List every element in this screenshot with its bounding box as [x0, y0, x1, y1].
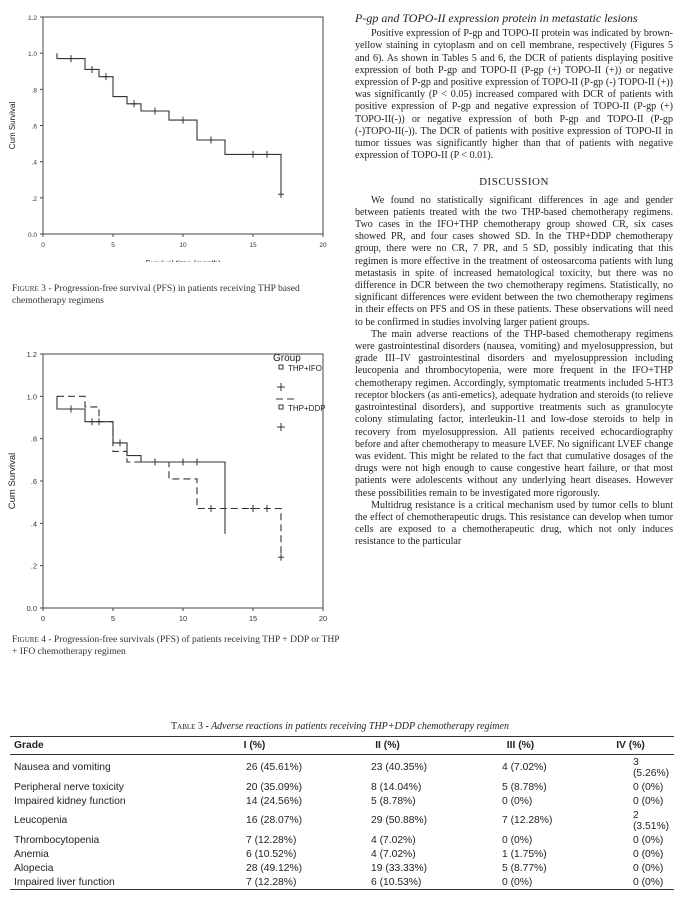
table-cell: 0 (0%) [633, 848, 664, 860]
table-row [10, 755, 674, 781]
table-cell: 16 (28.07%) [246, 815, 303, 826]
figure-4-caption-label: Figure 4 [12, 634, 46, 645]
legend-marker-square [279, 405, 283, 409]
series-line [57, 396, 225, 534]
y-tick-label: .8 [31, 87, 37, 95]
table-cell: 5 (8.77%) [502, 862, 547, 874]
figure-3-caption [12, 283, 342, 307]
censor-mark [264, 151, 270, 158]
row-label: Leucopenia [14, 815, 68, 826]
figure-4-caption-text: - Progression-free survivals (PFS) of patients receiving THP + DDP or THP + IFO chemotherapy regimen [12, 634, 340, 657]
table-cell: 6 (10.52%) [246, 848, 297, 860]
table-row [10, 875, 674, 890]
table-cell: 4 (7.02%) [371, 848, 416, 860]
table-3 [10, 736, 674, 890]
header-grade-1: I (%) [243, 740, 266, 751]
row-label: Thrombocytopenia [14, 834, 100, 846]
row-label: Peripheral nerve toxicity [14, 781, 124, 793]
table-row [10, 794, 674, 808]
y-tick-label: .2 [30, 561, 37, 571]
table-header-row [10, 737, 674, 755]
y-tick-label: 0.0 [26, 604, 37, 613]
table-cell: 0 (0%) [502, 876, 533, 888]
header-grade-2: II (%) [375, 740, 400, 751]
legend-title: Group [273, 353, 301, 364]
paragraph-discussion-2: The main adverse reactions of the THP-based chemotherapy regimens were gastrointestinal disorders (nausea, vomiting) and myelosuppression, but grade III–IV gastrointestinal disorders and myelosuppression including leucopenia and thrombocytopenia, were more frequent in the IFO+THP chemotherapy regimen. Accordingly, symptomatic treatments included 5-HT3 receptor blockers (as anti-emetics), adequate hydration and steroids (to relieve gastrointestinal disorders), and supportive treatments such as granulocyte colony stimulating factor, interleukin-11 and low-dose steroids to help in recovery from myelosuppression. All patients received echocardiography before and after chemotherapy to measure LVEF. No significant LVEF change was evident. This might be related to the fact that cumulative dosages of the drugs were not high enough to cause congestive heart failure, or that most patients were adolescents without any underlying heart diseases. However these possibilities remain to be investigated more rigorously. [355, 328, 673, 499]
y-tick-label: .8 [30, 434, 37, 444]
table-row [10, 808, 674, 833]
row-label: Alopecia [14, 862, 54, 874]
table-3-label: Table 3 [171, 721, 203, 732]
x-tick-label: 15 [248, 614, 258, 623]
table-row [10, 780, 674, 794]
x-tick-label: 10 [179, 242, 187, 249]
table-cell: 28 (49.12%) [246, 862, 303, 874]
table-3-grid [10, 736, 674, 890]
table-3-title [0, 721, 680, 732]
table-cell: 2 (3.51%) [633, 809, 670, 832]
censor-mark [278, 191, 284, 198]
plot-frame [43, 354, 323, 608]
y-tick-label: .4 [31, 159, 37, 167]
y-axis-label: Cum Survival [8, 101, 17, 150]
table-cell: 0 (0%) [502, 834, 533, 846]
legend-item-thp-ddp: THP+DDP [288, 404, 326, 413]
row-label: Anemia [14, 848, 49, 860]
table-row [10, 833, 674, 847]
table-cell: 20 (35.09%) [246, 781, 303, 793]
table-cell: 23 (40.35%) [371, 762, 428, 773]
x-axis-label [145, 259, 221, 262]
y-tick-label: 1.0 [26, 392, 37, 402]
table-cell: 7 (12.28%) [246, 834, 297, 846]
table-cell: 7 (12.28%) [246, 876, 297, 888]
x-tick-label: 0 [40, 614, 46, 623]
x-tick-label: 0 [41, 242, 45, 249]
censor-mark [250, 505, 256, 512]
censor-mark [117, 439, 123, 446]
censor-mark [208, 136, 214, 143]
header-grade: Grade [14, 740, 44, 751]
table-cell: 0 (0%) [633, 834, 664, 846]
y-axis-label: Cum Survival [7, 452, 18, 510]
paragraph-discussion-3: Multidrug resistance is a critical mechanism used by tumor cells to blunt the effect of chemotherapeutic drugs. This resistance can develop when tumor cells are exposed to a chemotherapeutic drug, which not only induces resistance to the particular [355, 499, 673, 548]
censor-mark [152, 108, 158, 115]
x-tick-label: 15 [249, 242, 257, 249]
table-cell: 26 (45.61%) [246, 762, 303, 773]
censor-mark [264, 505, 270, 512]
y-tick-label: 1.2 [27, 15, 37, 22]
plot-frame [43, 17, 323, 234]
table-cell: 4 (7.02%) [371, 834, 416, 846]
censor-mark [208, 505, 214, 512]
row-label: Impaired liver function [14, 876, 115, 888]
series-line [57, 53, 281, 194]
table-cell: 0 (0%) [633, 862, 664, 874]
censor-mark [278, 554, 284, 561]
section-title: P-gp and TOPO-II expression protein in metastatic lesions [355, 11, 638, 25]
table-cell: 0 (0%) [633, 876, 664, 888]
y-tick-label: .2 [31, 195, 37, 203]
table-cell: 14 (24.56%) [246, 795, 303, 807]
legend-item-thp-ifo: THP+IFO [288, 364, 323, 373]
row-label: Nausea and vomiting [14, 762, 111, 773]
censor-mark [250, 151, 256, 158]
figure-3-plot [0, 0, 345, 262]
x-tick-label: 5 [111, 242, 115, 249]
table-body [10, 755, 674, 890]
censor-mark [89, 418, 95, 425]
table-cell: 0 (0%) [633, 781, 664, 793]
figure-4 [0, 340, 345, 630]
table-cell: 5 (8.78%) [502, 781, 547, 793]
x-tick-label: 5 [110, 614, 116, 623]
table-row [10, 861, 674, 875]
legend [273, 353, 326, 431]
row-label: Impaired kidney function [14, 795, 126, 807]
censor-mark [131, 100, 137, 107]
table-3-title-text: - Adverse reactions in patients receiving THP+DDP chemotherapy regimen [202, 721, 509, 732]
right-column [355, 12, 673, 549]
table-cell: 6 (10.53%) [371, 876, 422, 888]
censor-mark [68, 406, 74, 413]
table-row [10, 847, 674, 861]
paragraph-discussion-1: We found no statistically significant differences in age and gender between patients treated with the two THP-based chemotherapy regimens. Two cases in the IFO+THP chemotherapy group showed CR, six cases showed PR, and four cases showed SD. In the THP+DDP chemotherapy group, there were no CR, 7 PR, and 5 SD, possibly indicating that this regimen is more effective in the treatment of osteosarcoma patients with lung metastasis in spite of increased hematological toxicity, but there was no difference in DCR between the two chemotherapy regimens. Statistically, no significant differences were evident between the two chemotherapy regimens in their effects on PFS and OS in these patients. These observations will need to be confirmed in studies involving larger patient groups. [355, 194, 673, 328]
censor-mark [180, 458, 186, 465]
figure-4-caption [12, 634, 347, 658]
figure-4-plot [0, 340, 345, 630]
series-line [57, 396, 281, 557]
header-grade-4: IV (%) [616, 740, 645, 751]
table-cell: 1 (1.75%) [502, 848, 547, 860]
y-tick-label: .6 [31, 123, 37, 131]
censor-mark [103, 73, 109, 80]
y-tick-label: 0.0 [27, 232, 37, 239]
legend-marker-square [279, 365, 283, 369]
table-cell: 8 (14.04%) [371, 781, 422, 793]
table-cell: 0 (0%) [633, 795, 664, 807]
table-cell: 19 (33.33%) [371, 862, 428, 874]
table-cell: 5 (8.78%) [371, 795, 416, 807]
table-cell: 3 (5.26%) [633, 756, 670, 779]
censor-mark [194, 458, 200, 465]
table-cell: 4 (7.02%) [502, 762, 547, 773]
x-tick-label: 20 [319, 242, 327, 249]
censor-mark [180, 117, 186, 124]
x-tick-label: 10 [178, 614, 188, 623]
y-tick-label: 1.0 [27, 51, 37, 59]
header-grade-3: III (%) [506, 740, 535, 751]
censor-mark [89, 66, 95, 73]
x-tick-label: 20 [318, 614, 328, 623]
table-cell: 7 (12.28%) [502, 815, 553, 826]
table-cell: 29 (50.88%) [371, 815, 428, 826]
censor-mark [68, 55, 74, 62]
y-tick-label: .4 [30, 519, 37, 529]
table-cell: 0 (0%) [502, 795, 533, 807]
y-tick-label: .6 [30, 477, 37, 486]
figure-3-caption-text: - Progression-free survival (PFS) in patients receiving THP based chemotherapy regimens [12, 283, 300, 306]
figure-3-caption-label: Figure 3 [12, 283, 46, 294]
discussion-heading: DISCUSSION [479, 176, 549, 189]
y-tick-label: 1.2 [26, 350, 37, 359]
paragraph-expression: Positive expression of P-gp and TOPO-II protein was indicated by brown-yellow staining in cytoplasm and on cell membrane, respectively (Figures 5 and 6). As shown in Tables 5 and 6, the DCR of patients displaying positive expression of both P-gp and TOPO-II (P-gp (+) TOPO-II (+)) or negative expression of P-gp and positive expression of TOPO-II (P-gp (-) TOPO-II (+)) was significantly (P < 0.05) increased compared with DCR of patients with positive expression of P-gp and negative expression of TOPO-II (P-gp (+) TOPO-II(-)) or negative expression of both P-gp and TOPO-II (P-gp (-)TOPO-II(-)). The DCR of patients with positive expression of TOPO-II in tumor tissues was significantly higher than that of patients with negative expression of TOPO-II (P < 0.01). [355, 28, 673, 162]
figure-3 [0, 0, 345, 290]
